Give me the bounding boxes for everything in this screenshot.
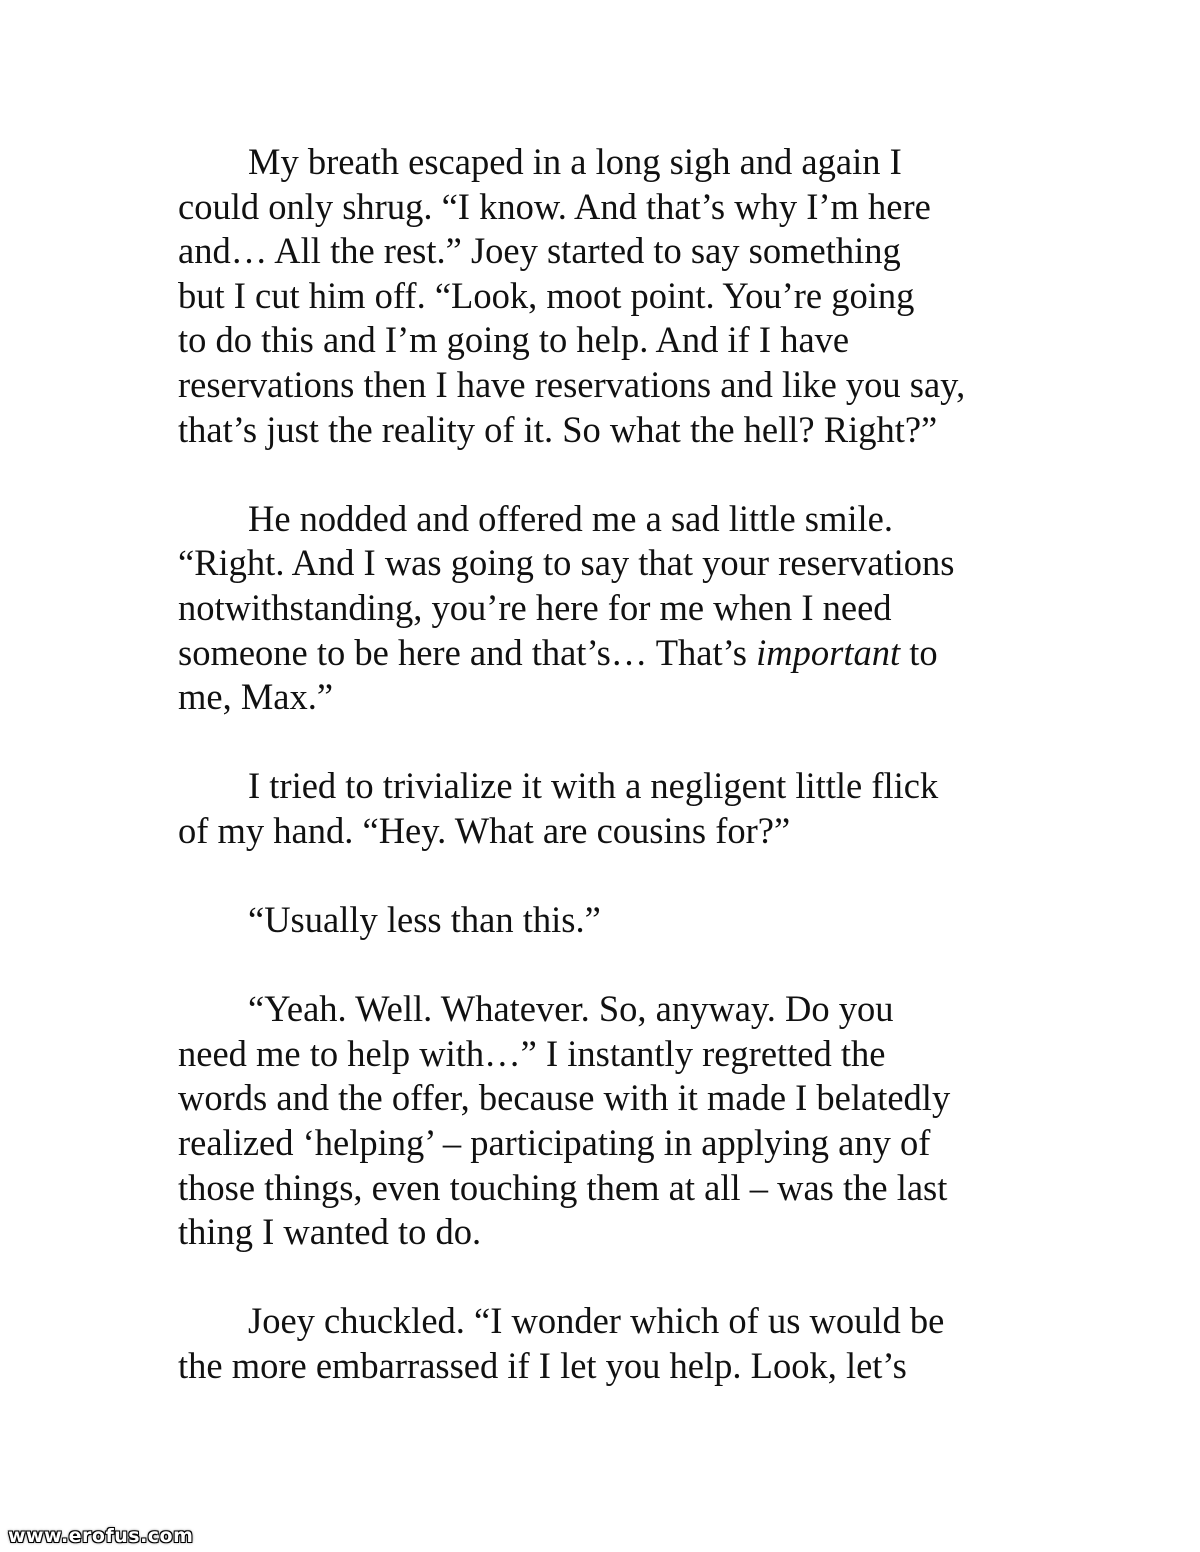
text-line: that’s just the reality of it. So what the hell? Right?” <box>178 408 938 450</box>
text-line: thing I wanted to do. <box>178 1211 482 1253</box>
text-line: the more embarrassed if I let you help. Look, let’s <box>178 1345 907 1387</box>
text-line: need me to help with…” I instantly regretted the <box>178 1032 886 1074</box>
italic-emphasis: important <box>756 631 901 673</box>
paragraph-gap <box>178 943 1038 988</box>
text-line: I tried to trivialize it with a negligent little flick <box>248 765 939 807</box>
paragraph-gap <box>178 854 1038 899</box>
text-line: reservations then I have reservations and like you say, <box>178 363 966 405</box>
text-line: me, Max.” <box>178 676 334 718</box>
text-line: to do this and I’m going to help. And if I have <box>178 319 850 361</box>
text-line: of my hand. “Hey. What are cousins for?” <box>178 809 791 851</box>
text-line: “Usually less than this.” <box>248 899 601 941</box>
story-text <box>178 140 1038 1389</box>
text-line: realized ‘helping’ – participating in applying any of <box>178 1122 931 1164</box>
text-line: He nodded and offered me a sad little smile. <box>248 497 893 539</box>
text-line: those things, even touching them at all – was the last <box>178 1166 948 1208</box>
text-line: “Right. And I was going to say that your reservations <box>178 542 955 584</box>
text-line: could only shrug. “I know. And that’s why I’m here <box>178 185 931 227</box>
text-line <box>178 631 1038 676</box>
text-line: “Yeah. Well. Whatever. So, anyway. Do you <box>248 988 894 1030</box>
text-line: My breath escaped in a long sigh and again I <box>248 141 902 182</box>
text-line: Joey chuckled. “I wonder which of us would be <box>248 1300 945 1342</box>
paragraph-gap <box>178 452 1038 497</box>
text-segment: someone to be here and that’s… That’s <box>178 631 757 673</box>
text-line: notwithstanding, you’re here for me when I need <box>178 586 892 628</box>
text-line: and… All the rest.” Joey started to say something <box>178 230 901 272</box>
site-watermark: www.erofus.com <box>8 1525 194 1547</box>
text-segment: to <box>900 631 938 673</box>
text-line: words and the offer, because with it made I belatedly <box>178 1077 951 1119</box>
paragraph-gap <box>178 1255 1038 1300</box>
text-line: but I cut him off. “Look, moot point. You’re going <box>178 274 915 316</box>
paragraph-gap <box>178 720 1038 765</box>
